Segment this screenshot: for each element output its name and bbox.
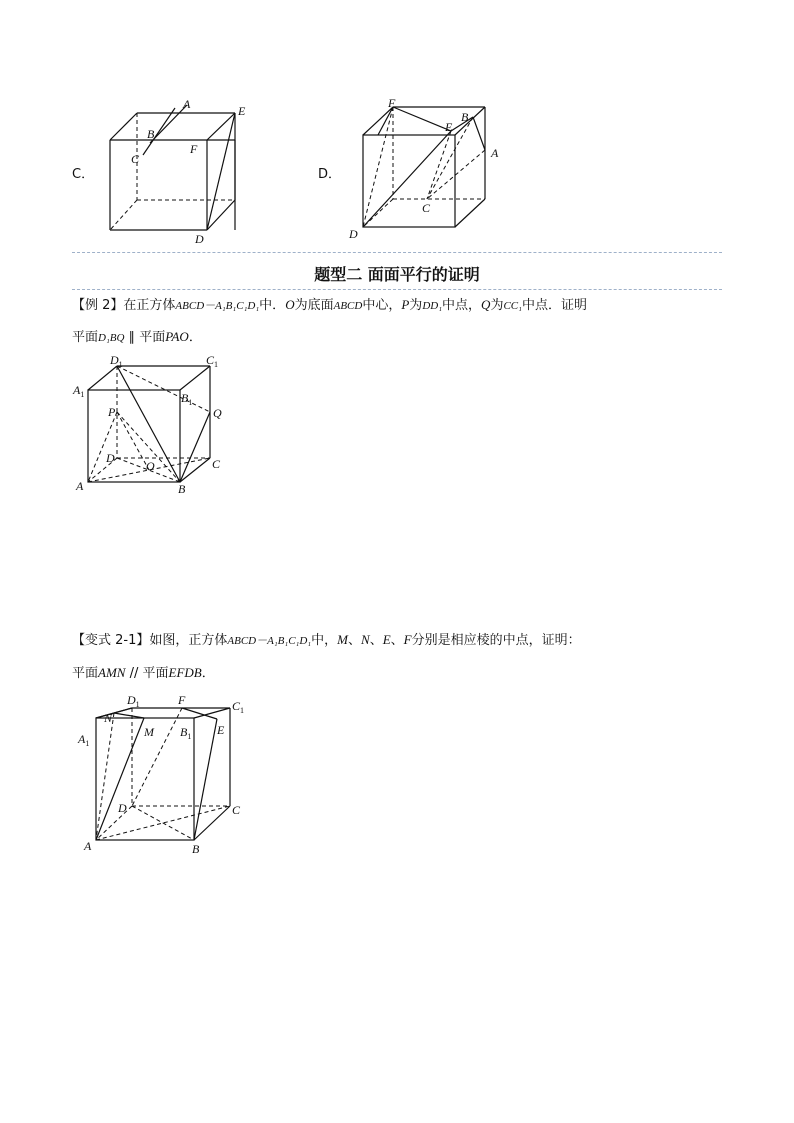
figure-example-2: [70, 352, 230, 497]
variant-2-1-tag: 【变式 2-1】: [72, 633, 150, 648]
option-d-label: D．: [318, 167, 342, 182]
fig-v21-label-f: F: [178, 693, 186, 707]
fig-c-label-c: C: [131, 152, 140, 166]
fig-c-label-b: B: [147, 127, 155, 141]
figure-option-c: [95, 95, 265, 245]
fig-v21-label-a: A: [84, 839, 92, 853]
fig-ex2-label-b1: $B_1$: [181, 391, 193, 407]
fig-ex2-label-o: O: [146, 459, 155, 473]
fig-ex2-label-b: B: [178, 482, 186, 496]
fig-v21-label-c1: $C_1$: [232, 699, 245, 715]
fig-v21-label-d1: $D_1$: [127, 693, 140, 709]
example-2-tag: 【例 2】: [72, 298, 124, 313]
fig-ex2-label-c: C: [212, 457, 221, 471]
fig-v21-label-e: E: [217, 723, 225, 737]
figure-variant-2-1: [72, 688, 257, 858]
fig-d-label-e: E: [445, 120, 453, 134]
fig-ex2-label-d: D: [106, 451, 115, 465]
fig-ex2-label-q: Q: [213, 406, 222, 420]
example-2-line-1: 【例 2】在正方体ABCD－A₁B₁C₁D₁中．O为底面ABCD中心，P为DD₁中点，Q为CC₁中点．证明: [72, 297, 587, 313]
variant-2-1-line-2: 平面AMN // 平面EFDB．: [72, 665, 215, 681]
fig-ex2-label-c1: $C_1$: [206, 353, 219, 369]
fig-d-label-f: F: [388, 96, 396, 110]
example-2-line-2: 平面D₁BQ ∥ 平面PAO．: [72, 329, 202, 345]
variant-2-1-line-1: 【变式 2-1】如图，正方体ABCD－A₁B₁C₁D₁中，M、N、E、F分别是相应棱的中点，证明：: [72, 632, 581, 648]
section-title: 题型二 面面平行的证明: [314, 265, 480, 284]
fig-v21-label-b1: $B_1$: [180, 725, 192, 741]
fig-ex2-label-a1: $A_1$: [73, 383, 85, 399]
fig-v21-label-d: D: [118, 801, 127, 815]
figure-option-d: [345, 95, 515, 245]
fig-v21-label-n: N: [104, 711, 113, 725]
fig-c-label-f: F: [190, 142, 198, 156]
fig-ex2-label-d1: $D_1$: [110, 353, 123, 369]
fig-d-label-a: A: [491, 146, 499, 160]
fig-d-label-c: C: [422, 201, 431, 215]
fig-d-label-b: B: [461, 110, 469, 124]
fig-v21-label-b: B: [192, 842, 200, 856]
fig-c-label-a: A: [183, 97, 191, 111]
fig-d-label-d: D: [349, 227, 358, 241]
section-divider-top: [72, 252, 722, 253]
fig-v21-label-m: M: [144, 725, 154, 739]
fig-c-label-e: E: [238, 104, 246, 118]
fig-v21-label-a1: $A_1$: [78, 732, 90, 748]
fig-v21-label-c: C: [232, 803, 241, 817]
fig-c-label-d: D: [195, 232, 204, 245]
option-c-label: C．: [72, 167, 95, 182]
fig-ex2-label-a: A: [76, 479, 84, 493]
fig-ex2-label-p: P: [108, 405, 116, 419]
